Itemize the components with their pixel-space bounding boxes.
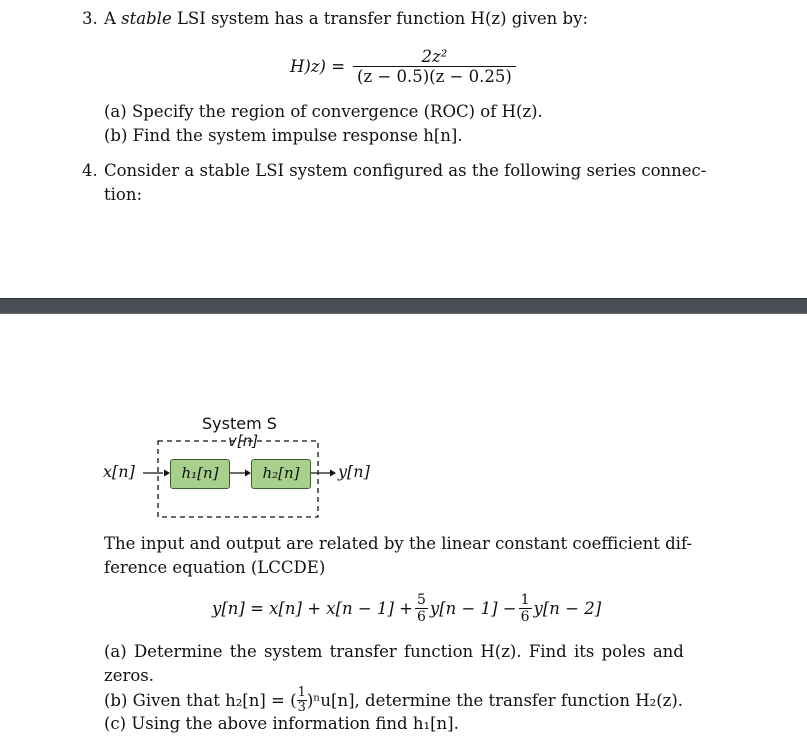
block-h1 [170,459,230,489]
lccde-eq-part-3: y[n − 2] [533,598,602,618]
lccde-eq-f1-den: 6 [416,608,426,625]
problem-4-part-b [104,685,683,715]
problem-4-part-b-post: )ⁿu[n], determine the transfer function H₂(z). [306,690,684,710]
problem-4-part-b-fnum: 1 [297,684,306,700]
output-arrow-head [330,470,336,477]
output-label: y[n] [338,462,370,481]
problem-4-part-b-fden: 3 [297,699,306,715]
lccde-eq-fraction-2 [519,592,532,625]
problem-4-line-2: tion: [104,185,143,204]
problem-4-number: 4. [82,161,98,180]
problem-3-intro-b: LSI system has a transfer function H(z) given by: [171,9,588,28]
problem-3-eq-lhs: H)z) = [290,56,346,76]
problem-3-intro-a: A [104,9,122,28]
problem-4-line-1: Consider a stable LSI system configured as the following series connec- [104,161,707,180]
lccde-eq-fraction-1 [415,592,428,625]
problem-3-intro-emphasis: stable [121,9,172,28]
problem-4-part-b-fraction [297,686,307,715]
problem-4-part-c: (c) Using the above information find h₁[n]. [104,714,459,733]
problem-4-part-a-1: (a) Determine the system transfer function H(z). Find its poles and [104,642,684,661]
lccde-text-2: ference equation (LCCDE) [104,558,326,577]
lccde-eq-f2-den: 6 [520,608,530,625]
input-label: x[n] [103,462,135,481]
lccde-equation [212,585,601,631]
problem-4-part-a-2: zeros. [104,666,154,685]
block-h1-label: h₁[n] [181,464,219,482]
system-label: System S [202,414,277,433]
lccde-eq-f1-num: 5 [416,591,426,608]
problem-3-part-b: (b) Find the system impulse response h[n]. [104,126,463,145]
lccde-eq-part-2: y[n − 1] − [429,598,517,618]
lccde-text-1: The input and output are related by the linear constant coefficient dif- [104,534,693,553]
intermediate-signal-label: v[n] [228,432,259,450]
problem-3-eq-numerator: 2z² [353,47,516,67]
block-h2-label: h₂[n] [262,464,300,482]
problem-3-part-a: (a) Specify the region of convergence (ROC) of H(z). [104,102,543,121]
problem-3-eq-denominator: (z − 0.5)(z − 0.25) [357,66,512,86]
block-h2 [251,459,311,489]
problem-3-number: 3. [82,9,98,28]
lccde-eq-part-1: y[n] = x[n] + x[n − 1] + [212,598,413,618]
lccde-eq-f2-num: 1 [520,591,530,608]
problem-4-part-b-pre: (b) Given that h₂[n] = ( [104,690,297,710]
